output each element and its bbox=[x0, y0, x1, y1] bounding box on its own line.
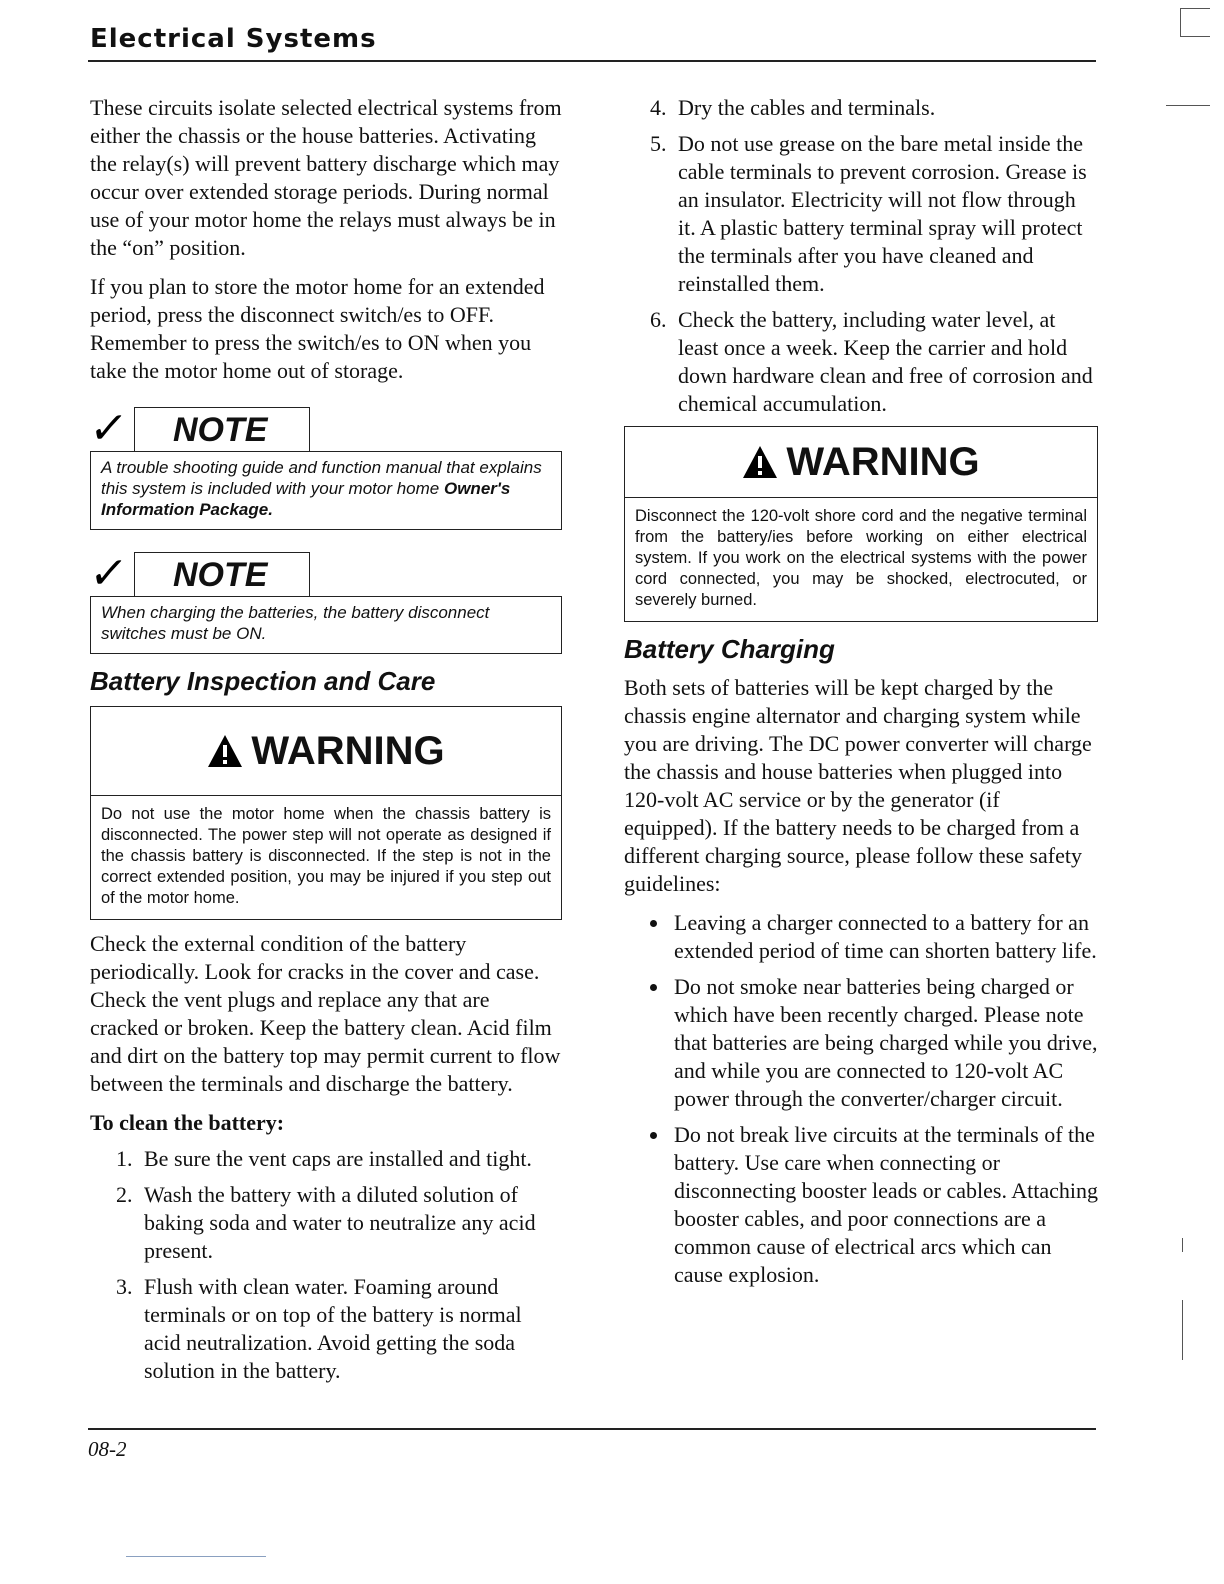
intro-paragraph: These circuits isolate selected electrical systems from either the chassis or the house batteries. Activating the relay(s) will prevent battery discharge which may occur over extended storage periods. During normal use of your motor home the relays must always be in the “on” position. bbox=[90, 95, 562, 260]
note-text bbox=[90, 596, 562, 654]
note-text bbox=[90, 451, 562, 530]
note-label: NOTE bbox=[134, 552, 310, 596]
list-item: 1. Be sure the vent caps are installed and tight. bbox=[138, 1145, 562, 1173]
note-label: NOTE bbox=[134, 407, 310, 451]
list-item: 5. Do not use grease on the bare metal inside the cable terminals to prevent corrosion. Grease is an insulator. Electricity will not flow through it. A plastic battery terminal spray will protect the terminals after you have cleaned and reinstalled them. bbox=[672, 130, 1098, 298]
edge-mark bbox=[1182, 1238, 1183, 1252]
edge-mark bbox=[1180, 8, 1210, 9]
list-item: • Do not break live circuits at the terminals of the battery. Use care when connecting or disconnecting booster leads or cables. Attaching booster cables, and poor connections are a common cause of electrical arcs which can cause explosion. bbox=[670, 1121, 1098, 1289]
storage-paragraph: If you plan to store the motor home for an extended period, press the disconnect switch/es to OFF. Remember to press the switch/es to ON when you take the motor home out of storage. bbox=[90, 274, 545, 383]
right-column bbox=[624, 94, 1098, 1297]
list-item: 4. Dry the cables and terminals. bbox=[672, 94, 1098, 122]
note-body: When charging the batteries, the battery disconnect switches must be ON. bbox=[101, 603, 490, 643]
section-heading: Battery Inspection and Care bbox=[90, 666, 436, 696]
cleaning-steps-continued bbox=[624, 94, 1098, 418]
checkmark-icon: ✓ bbox=[86, 403, 131, 454]
edge-mark bbox=[126, 1556, 266, 1557]
safety-guidelines bbox=[624, 909, 1098, 1289]
warning-callout bbox=[90, 706, 562, 920]
note-callout bbox=[86, 401, 562, 530]
warning-triangle-icon bbox=[207, 734, 243, 768]
section-heading: Battery Charging bbox=[624, 634, 835, 664]
warning-triangle-icon bbox=[742, 445, 778, 479]
clean-heading: To clean the battery: bbox=[90, 1110, 285, 1135]
page-title: Electrical Systems bbox=[90, 24, 377, 54]
note-body: A trouble shooting guide and function manual that explains this system is included with your motor home bbox=[101, 458, 542, 498]
note-callout bbox=[86, 546, 562, 654]
left-column bbox=[86, 94, 562, 1393]
list-item: 6. Check the battery, including water level, at least once a week. Keep the carrier and hold down hardware clean and free of corrosion and chemical accumulation. bbox=[672, 306, 1098, 418]
cleaning-steps bbox=[90, 1145, 562, 1385]
footer-rule bbox=[88, 1428, 1096, 1430]
list-item: • Leaving a charger connected to a battery for an extended period of time can shorten battery life. bbox=[670, 909, 1098, 965]
warning-label: WARNING bbox=[251, 729, 445, 773]
checkmark-icon: ✓ bbox=[86, 548, 131, 599]
edge-mark bbox=[1182, 1300, 1183, 1360]
warning-text: Do not use the motor home when the chassis battery is disconnected. The power step will not operate as designed if the chassis battery is disconnected. If the step is not in the correct extended position, you may be injured if you step out of the motor home. bbox=[101, 805, 551, 907]
list-item: 2. Wash the battery with a diluted solution of baking soda and water to neutralize any acid present. bbox=[138, 1181, 562, 1265]
edge-mark bbox=[1180, 36, 1210, 37]
warning-callout bbox=[624, 426, 1098, 622]
header-rule bbox=[88, 60, 1096, 62]
list-item: • Do not smoke near batteries being charged or which have been recently charged. Please note that batteries are being charged while you drive, and while you are connected to 120-volt AC power through the converter/charger circuit. bbox=[670, 973, 1098, 1113]
warning-text: Disconnect the 120-volt shore cord and the negative terminal from the battery/ies before working on either electrical system. If you work on the electrical systems with the power cord connected, you may be shocked, electrocuted, or severely burned. bbox=[635, 507, 1087, 609]
edge-mark bbox=[1180, 8, 1181, 36]
charging-paragraph: Both sets of batteries will be kept charged by the chassis engine alternator and charging system while you are driving. The DC power converter will charge the chassis and house batteries when plugged into 120-volt AC service or by the generator (if equipped). If the battery needs to be charged from a different charging source, please follow these safety guidelines: bbox=[624, 675, 1092, 896]
edge-mark bbox=[1166, 105, 1210, 106]
care-paragraph: Check the external condition of the battery periodically. Look for cracks in the cover and case. Check the vent plugs and replace any that are cracked or broken. Keep the battery clean. Acid film and dirt on the battery top may permit current to flow between the terminals and discharge the battery. bbox=[90, 931, 561, 1096]
page-number: 08-2 bbox=[88, 1437, 127, 1461]
warning-label: WARNING bbox=[786, 440, 980, 484]
list-item: 3. Flush with clean water. Foaming around terminals or on top of the battery is normal acid neutralization. Avoid getting the soda solution in the battery. bbox=[138, 1273, 562, 1385]
note-emphasis: Owner's Information Package. bbox=[101, 479, 511, 519]
